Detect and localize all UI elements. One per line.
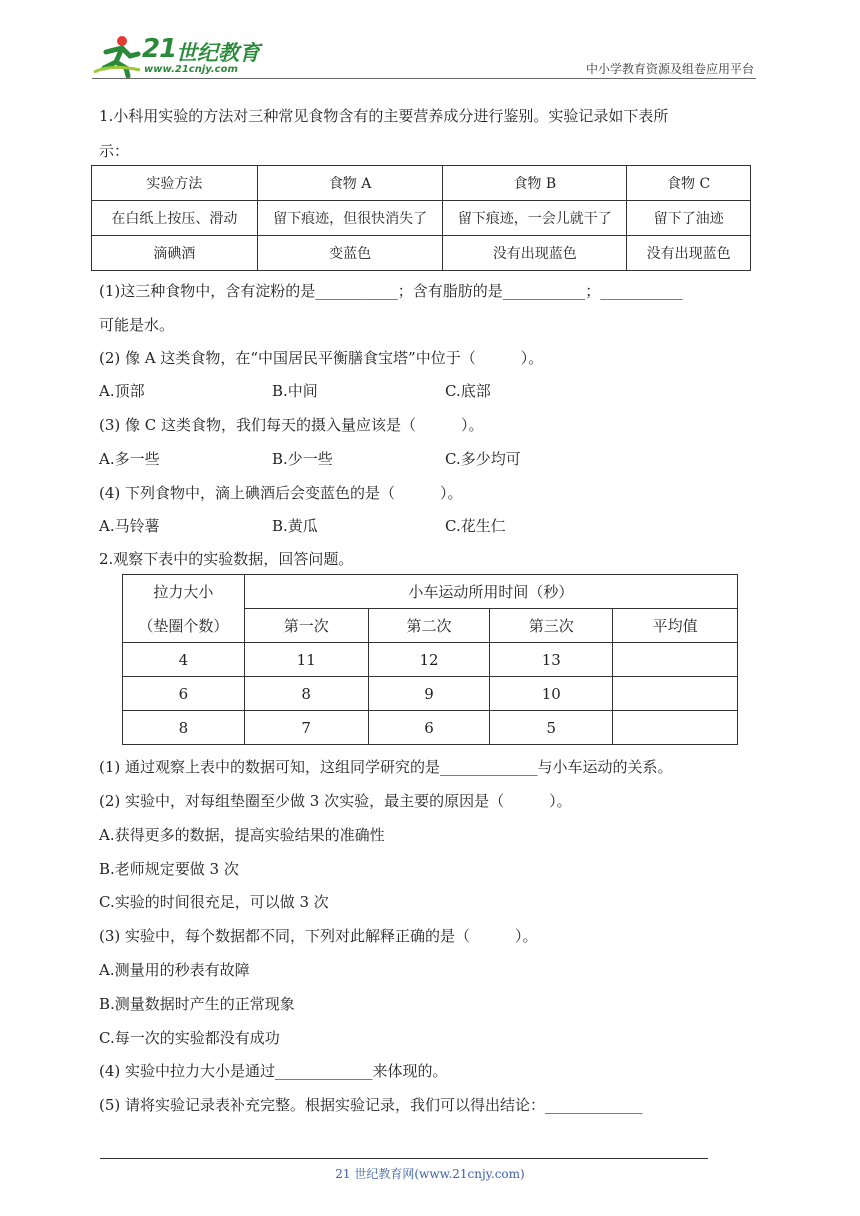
table-header-cell: 第二次 — [368, 609, 490, 643]
q1-sub1-line2: 可能是水。 — [99, 316, 175, 334]
table-header-cell: （垫圈个数） — [123, 609, 245, 643]
q2-sub3: (3) 实验中，每个数据都不同，下列对此解释正确的是（ ）。 — [99, 927, 538, 945]
table-cell: 9 — [368, 677, 490, 711]
table-cell: 4 — [123, 643, 245, 677]
q1-sub2: (2) 像 A 这类食物，在“中国居民平衡膳食宝塔”中位于（ ）。 — [99, 349, 544, 367]
q1-sub3-option-c: C.多少均可 — [445, 450, 521, 468]
table-cell: 8 — [123, 711, 245, 745]
table-header-row — [123, 575, 738, 609]
running-person-icon — [92, 34, 144, 78]
table-header-cell: 小车运动所用时间（秒） — [244, 575, 737, 609]
table-cell: 6 — [368, 711, 490, 745]
table-cell: 留下了油迹 — [627, 201, 751, 236]
q1-sub4-option-b: B.黄瓜 — [272, 517, 318, 535]
table-row — [123, 677, 738, 711]
q2-stem: 2.观察下表中的实验数据，回答问题。 — [99, 550, 354, 568]
footer-divider — [100, 1158, 708, 1159]
q1-stem-line1: 1.小科用实验的方法对三种常见食物含有的主要营养成分进行鉴别。实验记录如下表所 — [99, 107, 669, 125]
table-cell: 7 — [244, 711, 368, 745]
platform-name: 中小学教育资源及组卷应用平台 — [585, 62, 754, 76]
table-cell — [613, 677, 738, 711]
table-cell: 12 — [368, 643, 490, 677]
table-cell: 13 — [490, 643, 613, 677]
table-cell: 留下痕迹，一会儿就干了 — [443, 201, 627, 236]
q1-sub4-option-a: A.马铃薯 — [99, 517, 160, 535]
header-divider — [92, 78, 756, 79]
table-cell: 5 — [490, 711, 613, 745]
table-row — [123, 711, 738, 745]
table-cell: 6 — [123, 677, 245, 711]
q1-sub4: (4) 下列食物中，滴上碘酒后会变蓝色的是（ ）。 — [99, 484, 463, 502]
q1-sub2-option-a: A.顶部 — [99, 382, 145, 400]
table-row — [92, 236, 751, 271]
table-header-cell: 第一次 — [244, 609, 368, 643]
table-header-cell: 食物 A — [257, 166, 443, 201]
q2-sub1: (1) 通过观察上表中的数据可知，这组同学研究的是_____________与小车运动的关系。 — [99, 758, 673, 776]
q1-sub2-option-c: C.底部 — [445, 382, 491, 400]
q2-sub2-option-b: B.老师规定要做 3 次 — [99, 860, 239, 878]
q2-sub3-option-b: B.测量数据时产生的正常现象 — [99, 995, 295, 1013]
table-cell: 8 — [244, 677, 368, 711]
table-cell: 10 — [490, 677, 613, 711]
table-header-cell: 食物 B — [443, 166, 627, 201]
table-cell — [613, 711, 738, 745]
q2-table — [122, 574, 738, 745]
table-header-row — [92, 166, 751, 201]
table-cell: 在白纸上按压、滑动 — [92, 201, 258, 236]
q1-table — [91, 165, 751, 271]
q2-sub3-option-c: C.每一次的实验都没有成功 — [99, 1029, 280, 1047]
table-header-cell: 食物 C — [627, 166, 751, 201]
q1-sub1-line1: (1)这三种食物中，含有淀粉的是___________；含有脂肪的是___________；___________ — [99, 282, 683, 300]
table-header-cell: 平均值 — [613, 609, 738, 643]
q2-sub2: (2) 实验中，对每组垫圈至少做 3 次实验，最主要的原因是（ ）。 — [99, 792, 572, 810]
site-logo — [92, 34, 262, 80]
q1-sub3: (3) 像 C 这类食物，我们每天的摄入量应该是（ ）。 — [99, 416, 484, 434]
table-cell: 留下痕迹，但很快消失了 — [257, 201, 443, 236]
table-cell: 没有出现蓝色 — [627, 236, 751, 271]
table-row — [92, 201, 751, 236]
table-header-row — [123, 609, 738, 643]
footer-text: 21 世纪教育网(www.21cnjy.com) — [335, 1167, 525, 1181]
table-cell: 变蓝色 — [257, 236, 443, 271]
q2-sub3-option-a: A.测量用的秒表有故障 — [99, 961, 250, 979]
table-cell — [613, 643, 738, 677]
q2-sub4: (4) 实验中拉力大小是通过_____________来体现的。 — [99, 1062, 448, 1080]
q1-sub3-option-a: A.多一些 — [99, 450, 160, 468]
table-cell: 11 — [244, 643, 368, 677]
q1-sub4-option-c: C.花生仁 — [445, 517, 506, 535]
logo-number: 21 — [142, 34, 177, 64]
logo-name: 世纪教育 — [176, 41, 260, 65]
q1-stem-line2: 示： — [99, 142, 130, 160]
q2-sub5: (5) 请将实验记录表补充完整。根据实验记录，我们可以得出结论：_____________ — [99, 1096, 643, 1114]
table-header-cell: 实验方法 — [92, 166, 258, 201]
q1-sub2-option-b: B.中间 — [272, 382, 318, 400]
q2-sub2-option-c: C.实验的时间很充足，可以做 3 次 — [99, 893, 329, 911]
table-cell: 滴碘酒 — [92, 236, 258, 271]
q1-sub3-option-b: B.少一些 — [272, 450, 333, 468]
logo-url: www.21cnjy.com — [144, 64, 238, 75]
table-cell: 没有出现蓝色 — [443, 236, 627, 271]
table-row — [123, 643, 738, 677]
q2-sub2-option-a: A.获得更多的数据，提高实验结果的准确性 — [99, 826, 385, 844]
table-header-cell: 第三次 — [490, 609, 613, 643]
table-header-cell: 拉力大小 — [123, 575, 245, 609]
